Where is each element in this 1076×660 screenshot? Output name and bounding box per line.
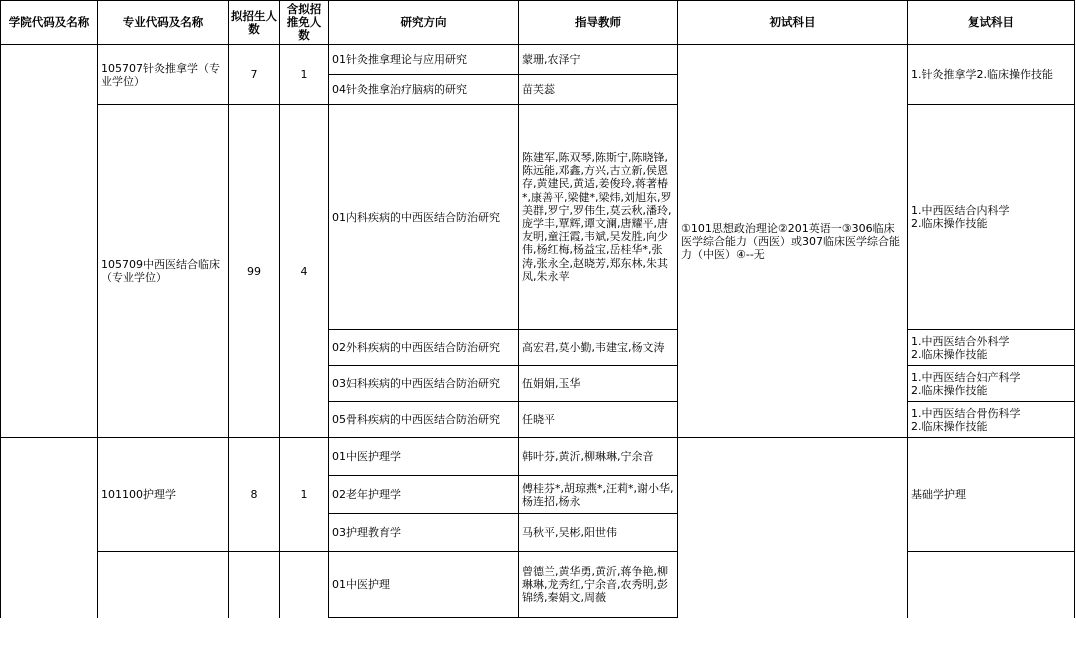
advisors: 马秋平,吴彬,阳世伟 — [519, 514, 678, 552]
advisors: 曾德兰,黄华勇,黄沂,蒋争艳,柳琳琳,龙秀红,宁余音,农秀明,彭锦绣,秦娟文,周薇 — [519, 552, 678, 618]
direction-name: 01中医护理学 — [329, 438, 519, 476]
advisors: 韩叶芬,黄沂,柳琳琳,宁余音 — [519, 438, 678, 476]
direction-name: 03护理教育学 — [329, 514, 519, 552]
recommended-count: 4 — [280, 105, 329, 438]
table-row — [1, 45, 1075, 75]
direction-name: 01针灸推拿理论与应用研究 — [329, 45, 519, 75]
advisors: 伍娟娟,玉华 — [519, 366, 678, 402]
direction-name: 01中医护理 — [329, 552, 519, 618]
recommended-count: 1 — [280, 45, 329, 105]
direction-name: 04针灸推拿治疗脑病的研究 — [329, 75, 519, 105]
college-cell — [1, 45, 98, 438]
advisors: 陈建军,陈双琴,陈斯宁,陈晓锋,陈远能,邓鑫,方兴,古立新,侯恩存,黄建民,黄适,姜俊玲,蒋著椿*,康善平,梁健*,梁炜,刘旭东,罗美群,罗宁,罗伟生,莫云秋,潘玲,庞学丰,覃辉,谭文澜,唐耀平,唐友明,童汪霞,韦斌,吴发胜,向少伟,杨红梅,杨益宝,岳桂华*,张涛,张永全,赵晓芳,郑东林,朱其凤,朱永苹 — [519, 105, 678, 330]
program-name: 101100护理学 — [98, 438, 229, 552]
table-row — [1, 552, 1075, 618]
header-cell: 专业代码及名称 — [98, 1, 229, 45]
retest-subjects — [908, 552, 1075, 618]
enrollment-count: 8 — [229, 438, 280, 552]
enrollment-count — [229, 552, 280, 618]
retest-subjects: 1.中西医结合内科学 2.临床操作技能 — [908, 105, 1075, 330]
exam-subjects: ①101思想政治理论②201英语一③306临床医学综合能力（西医）或307临床医学综合能力（中医）④--无 — [678, 45, 908, 438]
recommended-count — [280, 552, 329, 618]
retest-subjects: 1.中西医结合妇产科学 2.临床操作技能 — [908, 366, 1075, 402]
header-cell: 指导教师 — [519, 1, 678, 45]
program-name — [98, 552, 229, 618]
retest-subjects: 1.中西医结合骨伤科学 2.临床操作技能 — [908, 402, 1075, 438]
retest-subjects: 基础学护理 — [908, 438, 1075, 552]
header-cell: 拟招生人数 — [229, 1, 280, 45]
retest-subjects: 1.中西医结合外科学 2.临床操作技能 — [908, 330, 1075, 366]
direction-name: 05骨科疾病的中西医结合防治研究 — [329, 402, 519, 438]
header-row — [1, 1, 1075, 45]
advisors: 傅桂芬*,胡琼燕*,汪莉*,谢小华,杨连招,杨永 — [519, 476, 678, 514]
exam-subjects-empty — [678, 438, 908, 618]
table-row — [1, 438, 1075, 476]
program-name: 105707针灸推拿学（专业学位） — [98, 45, 229, 105]
recommended-count: 1 — [280, 438, 329, 552]
program-name: 105709中西医结合临床（专业学位） — [98, 105, 229, 438]
table-row — [1, 105, 1075, 330]
retest-subjects: 1.针灸推拿学2.临床操作技能 — [908, 45, 1075, 105]
enrollment-count: 99 — [229, 105, 280, 438]
header-cell: 复试科目 — [908, 1, 1075, 45]
header-cell: 学院代码及名称 — [1, 1, 98, 45]
advisors: 任晓平 — [519, 402, 678, 438]
advisors: 高宏君,莫小勤,韦建宝,杨文涛 — [519, 330, 678, 366]
direction-name: 03妇科疾病的中西医结合防治研究 — [329, 366, 519, 402]
advisors: 蒙珊,农泽宁 — [519, 45, 678, 75]
direction-name: 02外科疾病的中西医结合防治研究 — [329, 330, 519, 366]
direction-name: 01内科疾病的中西医结合防治研究 — [329, 105, 519, 330]
advisors: 苗芙蕊 — [519, 75, 678, 105]
header-cell: 初试科目 — [678, 1, 908, 45]
college-cell — [1, 438, 98, 618]
header-cell: 含拟招推免人数 — [280, 1, 329, 45]
enrollment-count: 7 — [229, 45, 280, 105]
direction-name: 02老年护理学 — [329, 476, 519, 514]
header-cell: 研究方向 — [329, 1, 519, 45]
